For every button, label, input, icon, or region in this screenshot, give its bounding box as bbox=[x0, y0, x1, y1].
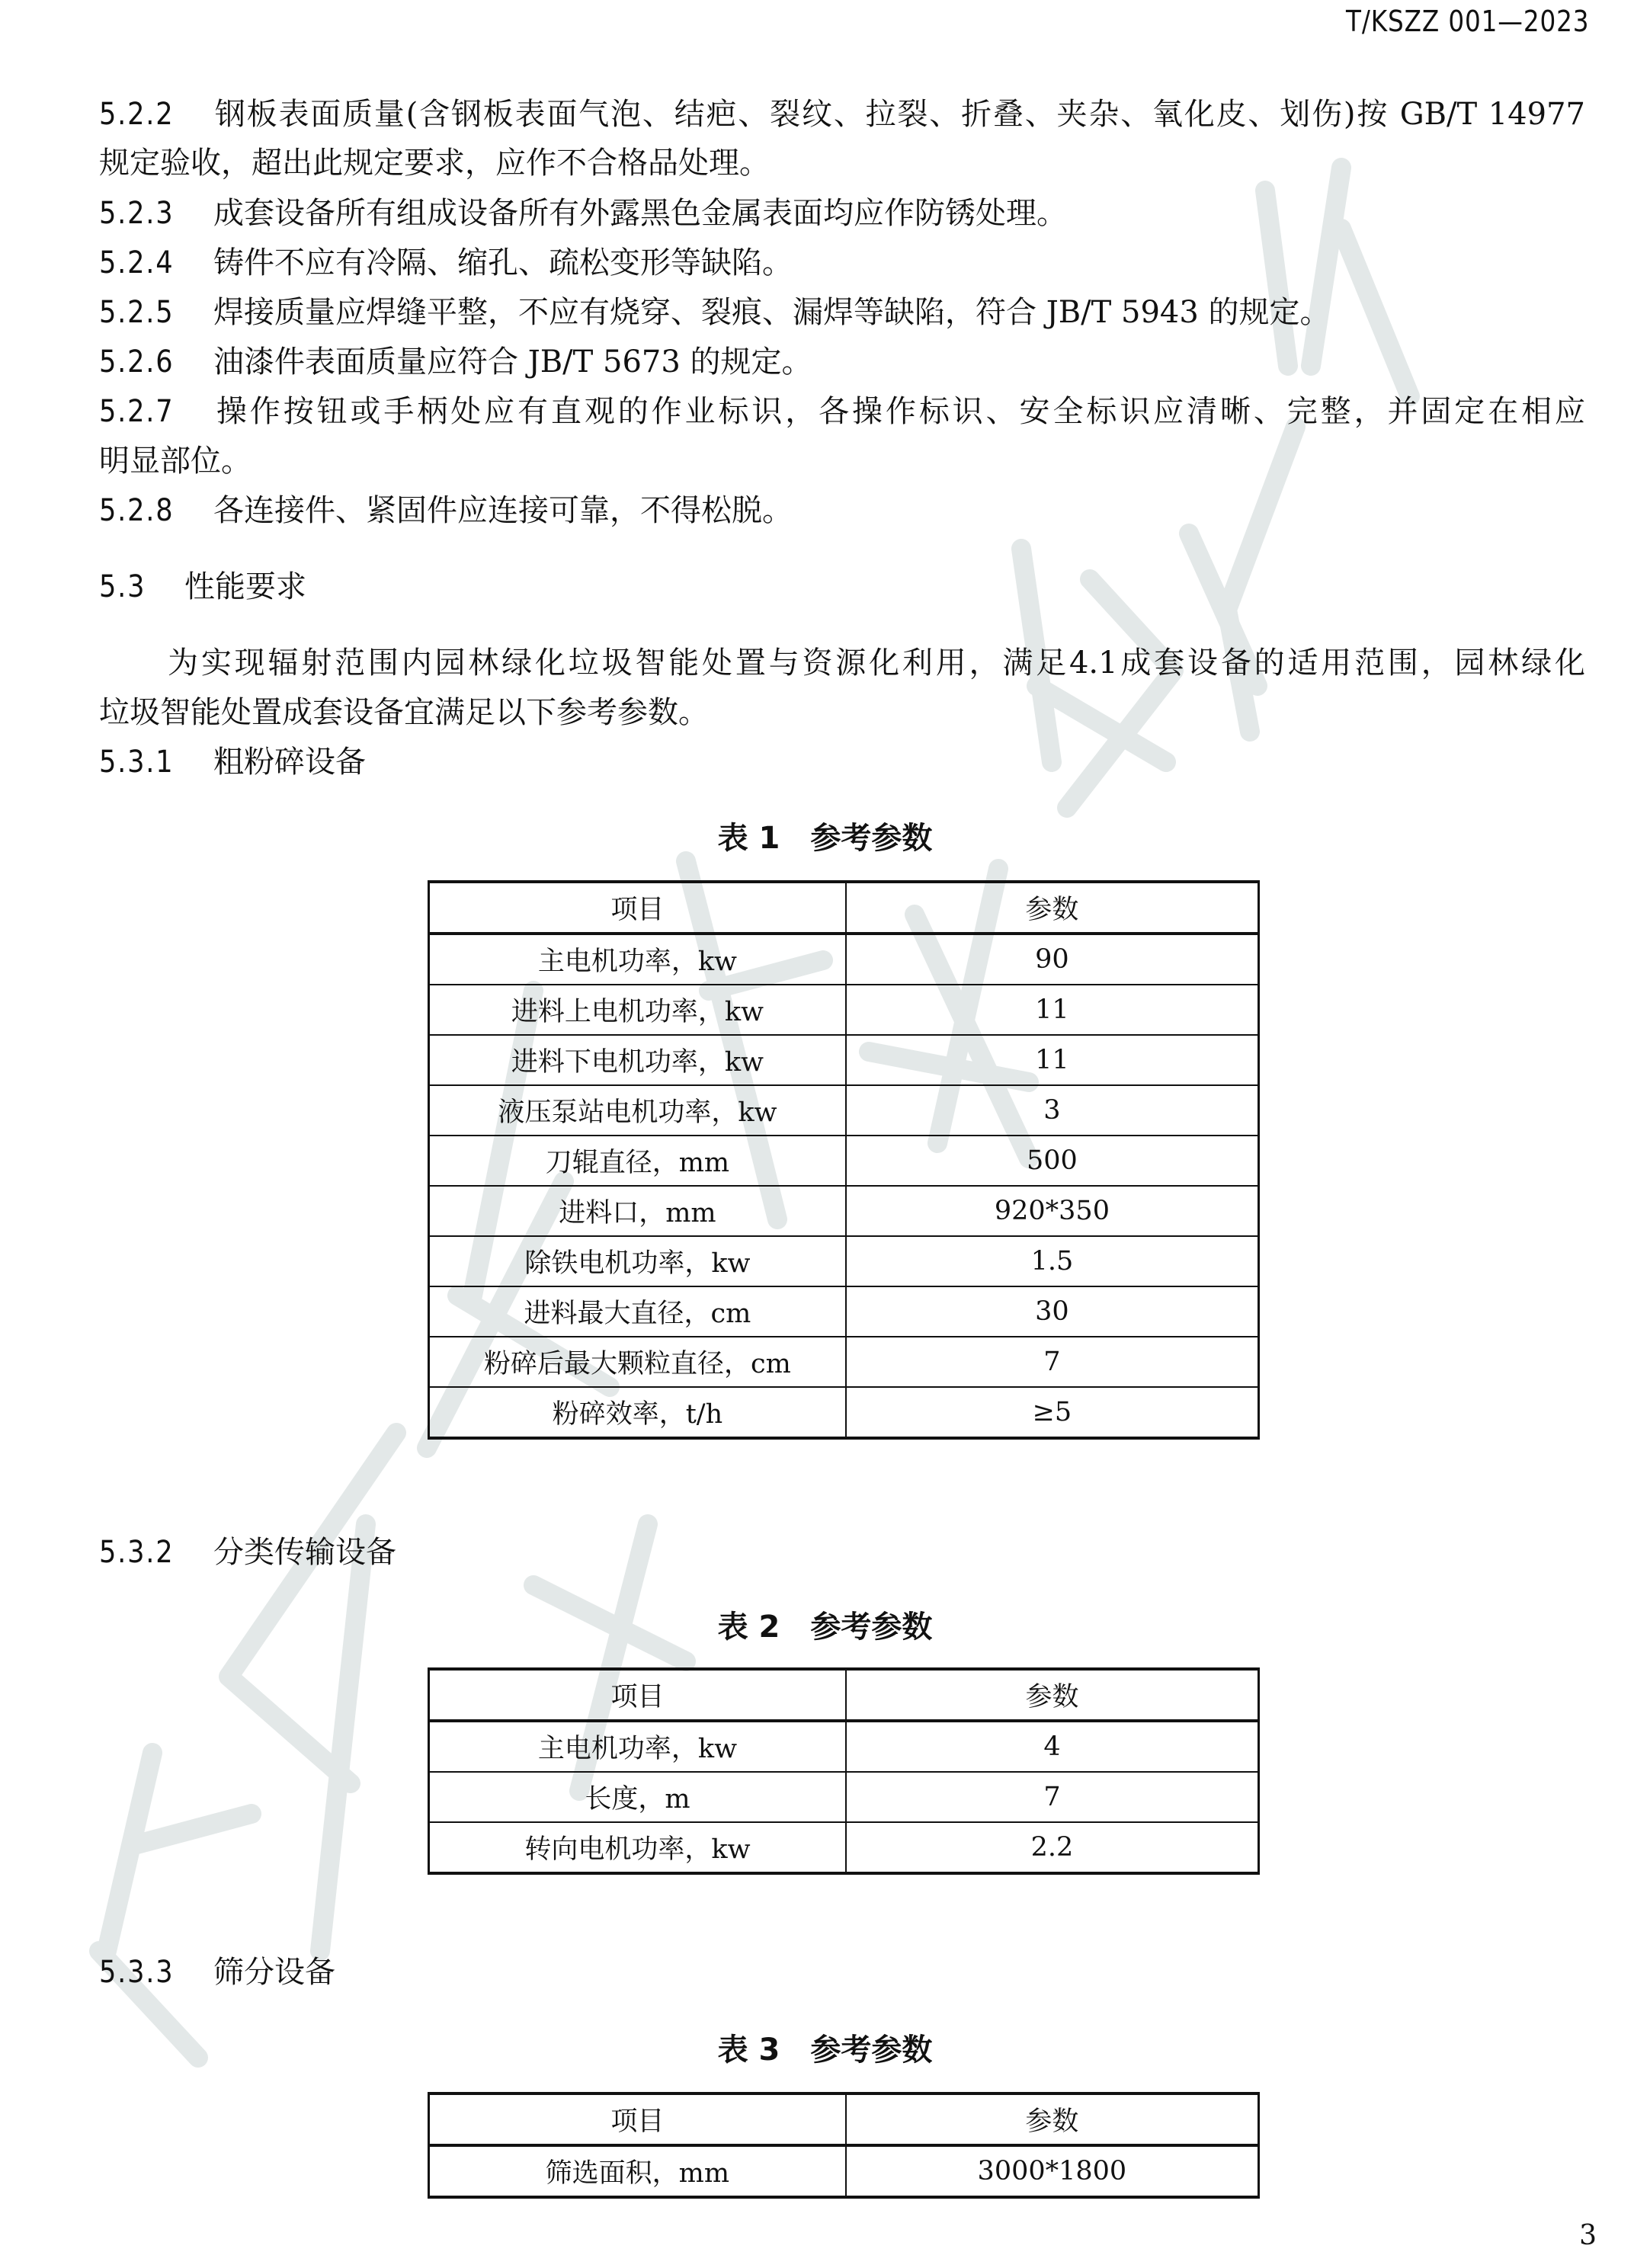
caption-title: 参考参数 bbox=[810, 2033, 933, 2068]
table-row bbox=[429, 1822, 1259, 1873]
clause-5-2-2-line-2 bbox=[99, 139, 1585, 187]
cell-value: 30 bbox=[846, 1286, 1259, 1337]
table-row bbox=[429, 1136, 1259, 1186]
caption-label: 表 2 bbox=[717, 1610, 780, 1645]
clause-text: 铸件不应有冷隔、缩孔、疏松变形等缺陷。 bbox=[213, 245, 793, 280]
subsection-title: 粗粉碎设备 bbox=[213, 745, 366, 780]
cell-item: 除铁电机功率，kw bbox=[429, 1236, 846, 1286]
table-2 bbox=[428, 1667, 1260, 1875]
clause-number: 5.2.5 bbox=[99, 295, 175, 330]
table-row bbox=[429, 985, 1259, 1035]
cell-item: 进料口，mm bbox=[429, 1186, 846, 1236]
section-5-3-intro-line-2 bbox=[99, 688, 1585, 737]
table-3-caption bbox=[0, 2027, 1650, 2073]
subsection-number: 5.3.2 bbox=[99, 1535, 175, 1570]
cell-value: ≥5 bbox=[846, 1387, 1259, 1438]
standard-code-header: T/KSZZ 001—2023 bbox=[1345, 5, 1589, 38]
cell-value: 11 bbox=[846, 985, 1259, 1035]
table-1 bbox=[428, 880, 1260, 1440]
table-row bbox=[429, 1337, 1259, 1387]
clause-text: 操作按钮或手柄处应有直观的作业标识，各操作标识、安全标识应清晰、完整，并固定在相应 bbox=[213, 394, 1585, 429]
page-number: 3 bbox=[1579, 2220, 1597, 2251]
cell-value: 7 bbox=[846, 1772, 1259, 1822]
table-row bbox=[429, 934, 1259, 985]
clause-text: 明显部位。 bbox=[99, 444, 252, 479]
subsection-5-3-2-heading bbox=[99, 1528, 1585, 1577]
clause-5-2-7-line-1 bbox=[99, 387, 1585, 436]
cell-value: 920*350 bbox=[846, 1186, 1259, 1236]
cell-value: 11 bbox=[846, 1035, 1259, 1085]
clause-5-2-4 bbox=[99, 239, 1585, 287]
header-item: 项目 bbox=[429, 2093, 846, 2145]
clause-text: 各连接件、紧固件应连接可靠，不得松脱。 bbox=[213, 493, 793, 528]
table-3 bbox=[428, 2092, 1260, 2199]
subsection-number: 5.3.1 bbox=[99, 745, 175, 780]
clause-number: 5.2.3 bbox=[99, 196, 175, 231]
cell-value: 7 bbox=[846, 1337, 1259, 1387]
cell-item: 粉碎后最大颗粒直径，cm bbox=[429, 1337, 846, 1387]
table-row bbox=[429, 1772, 1259, 1822]
subsection-title: 分类传输设备 bbox=[213, 1535, 396, 1570]
clause-number: 5.2.4 bbox=[99, 245, 175, 280]
table-1-caption bbox=[0, 815, 1650, 861]
caption-title: 参考参数 bbox=[810, 1610, 933, 1645]
clause-text: 油漆件表面质量应符合 JB/T 5673 的规定。 bbox=[213, 344, 812, 380]
table-row bbox=[429, 1387, 1259, 1438]
header-param: 参数 bbox=[846, 1669, 1259, 1721]
cell-item: 主电机功率，kw bbox=[429, 1721, 847, 1772]
caption-title: 参考参数 bbox=[810, 821, 933, 856]
header-param: 参数 bbox=[846, 2093, 1259, 2145]
clause-5-2-2-line-1 bbox=[99, 90, 1585, 139]
table-row bbox=[429, 1085, 1259, 1136]
table-row bbox=[429, 1186, 1259, 1236]
clause-5-2-8 bbox=[99, 486, 1585, 535]
header-item: 项目 bbox=[429, 1669, 847, 1721]
cell-item: 进料最大直径，cm bbox=[429, 1286, 846, 1337]
table-row bbox=[429, 1236, 1259, 1286]
subsection-5-3-3-heading bbox=[99, 1948, 1585, 1997]
table-row bbox=[429, 1721, 1259, 1772]
cell-item: 主电机功率，kw bbox=[429, 934, 846, 985]
caption-label: 表 1 bbox=[717, 821, 780, 856]
subsection-5-3-1-heading bbox=[99, 738, 1585, 786]
section-5-3-intro-line-1 bbox=[99, 639, 1585, 687]
cell-value: 1.5 bbox=[846, 1236, 1259, 1286]
section-title: 性能要求 bbox=[184, 569, 306, 604]
clause-5-2-7-line-2 bbox=[99, 437, 1585, 485]
clause-number: 5.2.6 bbox=[99, 344, 175, 380]
table-header-row bbox=[429, 2093, 1259, 2145]
clause-5-2-6 bbox=[99, 338, 1585, 386]
clause-number: 5.2.8 bbox=[99, 493, 175, 528]
section-5-3-heading bbox=[99, 562, 1585, 611]
table-header-row bbox=[429, 882, 1259, 934]
clause-text: 规定验收，超出此规定要求，应作不合格品处理。 bbox=[99, 146, 770, 181]
clause-number: 5.2.2 bbox=[99, 97, 175, 132]
cell-value: 500 bbox=[846, 1136, 1259, 1186]
clause-text: 成套设备所有组成设备所有外露黑色金属表面均应作防锈处理。 bbox=[213, 196, 1067, 231]
cell-value: 3 bbox=[846, 1085, 1259, 1136]
table-header-row bbox=[429, 1669, 1259, 1721]
table-row bbox=[429, 1286, 1259, 1337]
cell-item: 进料上电机功率，kw bbox=[429, 985, 846, 1035]
table-row bbox=[429, 1035, 1259, 1085]
cell-item: 液压泵站电机功率，kw bbox=[429, 1085, 846, 1136]
clause-5-2-5 bbox=[99, 288, 1585, 337]
intro-text: 垃圾智能处置成套设备宜满足以下参考参数。 bbox=[99, 695, 709, 730]
cell-value: 2.2 bbox=[846, 1822, 1259, 1873]
cell-value: 3000*1800 bbox=[846, 2145, 1259, 2197]
subsection-title: 筛分设备 bbox=[213, 1955, 335, 1990]
clause-number: 5.2.7 bbox=[99, 394, 175, 429]
subsection-number: 5.3.3 bbox=[99, 1955, 175, 1990]
caption-label: 表 3 bbox=[717, 2033, 780, 2068]
clause-text: 钢板表面质量(含钢板表面气泡、结疤、裂纹、拉裂、折叠、夹杂、氧化皮、划伤)按 GB/T 14977 bbox=[213, 97, 1585, 132]
cell-item: 转向电机功率，kw bbox=[429, 1822, 847, 1873]
cell-item: 刀辊直径，mm bbox=[429, 1136, 846, 1186]
header-param: 参数 bbox=[846, 882, 1259, 934]
cell-item: 粉碎效率，t/h bbox=[429, 1387, 846, 1438]
cell-item: 筛选面积，mm bbox=[429, 2145, 846, 2197]
cell-item: 进料下电机功率，kw bbox=[429, 1035, 846, 1085]
clause-text: 焊接质量应焊缝平整，不应有烧穿、裂痕、漏焊等缺陷，符合 JB/T 5943 的规定。 bbox=[213, 295, 1331, 330]
section-number: 5.3 bbox=[99, 569, 146, 604]
cell-value: 90 bbox=[846, 934, 1259, 985]
table-2-caption bbox=[0, 1604, 1650, 1650]
table-row bbox=[429, 2145, 1259, 2197]
header-item: 项目 bbox=[429, 882, 846, 934]
clause-5-2-3 bbox=[99, 189, 1585, 238]
cell-value: 4 bbox=[846, 1721, 1259, 1772]
intro-text: 为实现辐射范围内园林绿化垃圾智能处置与资源化利用，满足4.1成套设备的适用范围，园林绿化 bbox=[168, 645, 1585, 681]
cell-item: 长度，m bbox=[429, 1772, 847, 1822]
